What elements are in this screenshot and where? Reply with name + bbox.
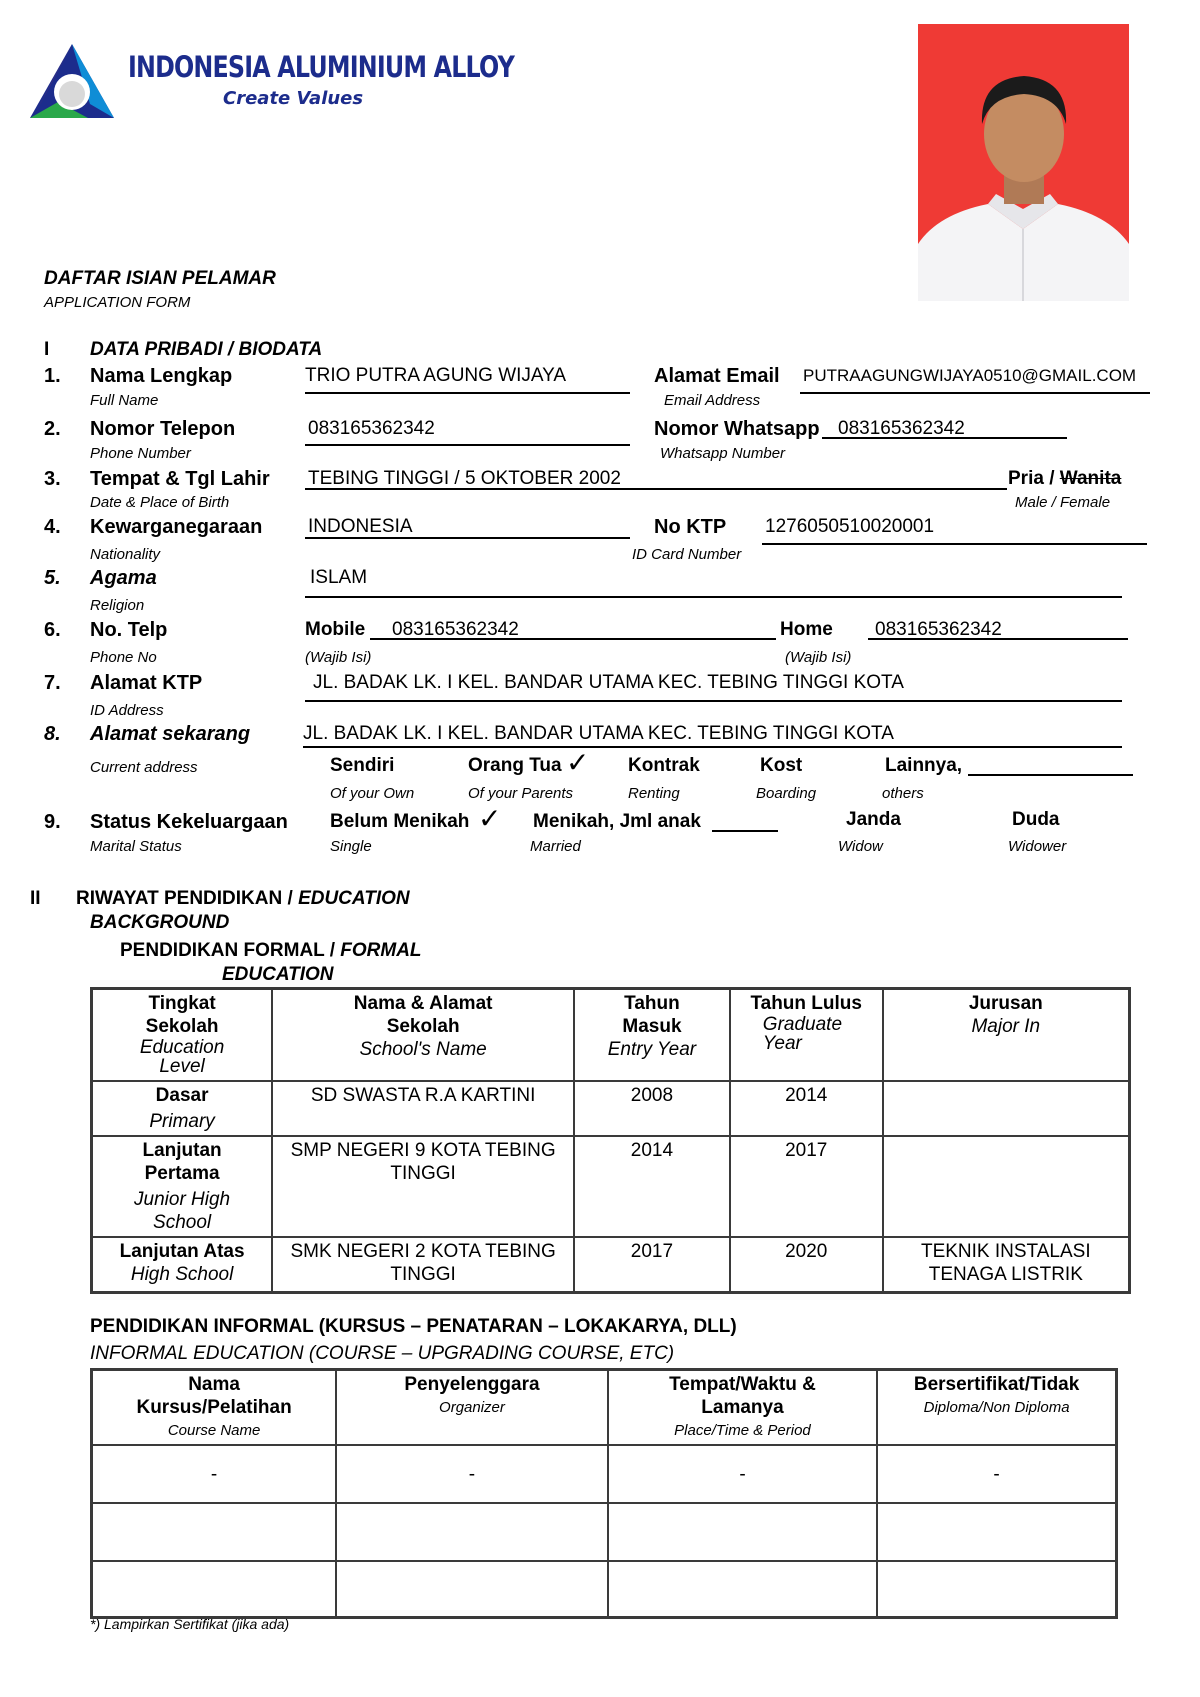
row-number: 4.: [44, 516, 61, 538]
section-2-title-id: RIWAYAT PENDIDIKAN /: [76, 888, 299, 909]
phone-label: Nomor Telepon: [90, 418, 236, 440]
residence-parents-sublabel: Of your Parents: [468, 785, 574, 802]
formal-education-title: [120, 940, 422, 962]
religion-field[interactable]: ISLAM: [310, 567, 368, 588]
home-field[interactable]: 083165362342: [875, 619, 1002, 640]
school-cell[interactable]: SMK NEGERI 2 KOTA TEBING TINGGI: [272, 1237, 574, 1293]
grad-year-cell[interactable]: 2017: [730, 1136, 883, 1237]
mobile-label: Mobile: [305, 619, 366, 640]
grad-year-cell[interactable]: 2020: [730, 1237, 883, 1293]
children-count-field[interactable]: [712, 830, 778, 832]
header-cell-school: Nama & Alamat Sekolah School's Name: [272, 989, 574, 1081]
section-2-title-en: EDUCATION: [298, 888, 410, 909]
table-header-row: [92, 1370, 1117, 1446]
gender-female[interactable]: Wanita: [1059, 468, 1122, 489]
header-cell-place: Tempat/Waktu & Lamanya Place/Time & Period: [608, 1370, 877, 1446]
table-row: [92, 1136, 1130, 1237]
informal-education-table: [90, 1368, 1118, 1619]
table-row: [92, 1503, 1117, 1561]
mobile-field[interactable]: 083165362342: [392, 619, 519, 640]
organizer-cell[interactable]: -: [336, 1445, 608, 1503]
major-cell[interactable]: TEKNIK INSTALASI TENAGA LISTRIK: [883, 1237, 1130, 1293]
course-cell[interactable]: -: [92, 1445, 337, 1503]
logo-tagline: Create Values: [223, 88, 364, 109]
place-cell[interactable]: [608, 1561, 877, 1617]
header-cell-diploma: Bersertifikat/Tidak Diploma/Non Diploma: [877, 1370, 1116, 1446]
header-cell-entry: Tahun Masuk Entry Year: [574, 989, 730, 1081]
mobile-sublabel: (Wajib Isi): [305, 649, 372, 666]
header-cell-course: Nama Kursus/Pelatihan Course Name: [92, 1370, 337, 1446]
table-row: [92, 1237, 1130, 1293]
home-label: Home: [780, 619, 833, 640]
phone-field[interactable]: 083165362342: [308, 418, 435, 439]
marital-status-label: Status Kekeluargaan: [90, 811, 288, 833]
place-cell[interactable]: -: [608, 1445, 877, 1503]
residence-parents-option[interactable]: Orang Tua: [468, 755, 562, 776]
ktp-field[interactable]: 1276050510020001: [765, 516, 935, 537]
residence-rent-sublabel: Renting: [628, 785, 680, 802]
diploma-cell[interactable]: -: [877, 1445, 1116, 1503]
entry-year-cell[interactable]: 2014: [574, 1136, 730, 1237]
status-widow-option[interactable]: Janda: [846, 809, 901, 830]
person-photo-icon: [918, 24, 1129, 301]
gender-sublabel: Male / Female: [1015, 494, 1111, 511]
status-married-sublabel: Married: [530, 838, 581, 855]
row-number: 1.: [44, 365, 61, 387]
header-cell-grad: Tahun Lulus Graduate Year: [730, 989, 883, 1081]
applicant-photo: [918, 24, 1129, 301]
status-widower-option[interactable]: Duda: [1012, 809, 1060, 830]
whatsapp-label: Nomor Whatsapp: [654, 418, 820, 440]
section-2-title: [76, 888, 410, 910]
status-married-option[interactable]: Menikah, Jml anak: [533, 811, 701, 832]
email-field[interactable]: PUTRAAGUNGWIJAYA0510@GMAIL.COM: [803, 366, 1137, 385]
school-cell[interactable]: SMP NEGERI 9 KOTA TEBING TINGGI: [272, 1136, 574, 1237]
ktp-label: No KTP: [654, 516, 727, 538]
ktp-sublabel: ID Card Number: [632, 546, 742, 563]
residence-own-option[interactable]: Sendiri: [330, 755, 395, 776]
form-subtitle: APPLICATION FORM: [44, 294, 191, 311]
section-2-title-cont: BACKGROUND: [90, 912, 230, 933]
phone-sublabel: Phone Number: [90, 445, 191, 462]
formal-education-title-cont: EDUCATION: [222, 964, 334, 985]
formal-education-title-id: PENDIDIKAN FORMAL /: [120, 940, 341, 961]
nationality-label: Kewarganegaraan: [90, 516, 263, 538]
certificate-footnote: *) Lampirkan Sertifikat (jika ada): [90, 1616, 290, 1632]
grad-year-cell[interactable]: 2014: [730, 1081, 883, 1136]
id-address-sublabel: ID Address: [90, 702, 164, 719]
major-cell[interactable]: [883, 1136, 1130, 1237]
informal-education-title: PENDIDIKAN INFORMAL (KURSUS – PENATARAN – LOKAKARYA, DLL): [90, 1316, 737, 1337]
formal-education-title-en: FORMAL: [340, 940, 422, 961]
residence-rent-option[interactable]: Kontrak: [628, 755, 700, 776]
course-cell[interactable]: [92, 1503, 337, 1561]
row-number: 9.: [44, 811, 61, 833]
row-number: 3.: [44, 468, 61, 490]
header-cell-level: Tingkat Sekolah Education Level: [92, 989, 273, 1081]
status-single-check-icon: ✓: [478, 803, 502, 834]
id-address-field[interactable]: JL. BADAK LK. I KEL. BANDAR UTAMA KEC. TEBING TINGGI KOTA: [313, 672, 904, 693]
table-row: [92, 1561, 1117, 1617]
full-name-field[interactable]: TRIO PUTRA AGUNG WIJAYA: [305, 365, 567, 386]
religion-label: Agama: [90, 567, 157, 589]
status-single-sublabel: Single: [330, 838, 372, 855]
residence-other-sublabel: others: [882, 785, 924, 802]
nationality-sublabel: Nationality: [90, 546, 161, 563]
level-cell: Dasar Primary: [92, 1081, 273, 1136]
section-1-title: DATA PRIBADI / BIODATA: [90, 339, 323, 360]
birth-field[interactable]: TEBING TINGGI / 5 OKTOBER 2002: [308, 468, 621, 489]
form-title: DAFTAR ISIAN PELAMAR: [44, 268, 276, 289]
table-row: [92, 1081, 1130, 1136]
residence-parents-check-icon: ✓: [566, 747, 590, 778]
gender-separator: /: [1049, 468, 1055, 489]
organizer-cell[interactable]: [336, 1503, 608, 1561]
residence-own-sublabel: Of your Own: [330, 785, 415, 802]
phone-no-label: No. Telp: [90, 619, 168, 641]
level-cell: Lanjutan Pertama Junior High School: [92, 1136, 273, 1237]
birth-sublabel: Date & Place of Birth: [90, 494, 230, 511]
place-cell[interactable]: [608, 1503, 877, 1561]
phone-no-sublabel: Phone No: [90, 649, 157, 666]
residence-boarding-option[interactable]: Kost: [760, 755, 803, 776]
header-cell-major: Jurusan Major In: [883, 989, 1130, 1081]
current-address-field[interactable]: JL. BADAK LK. I KEL. BANDAR UTAMA KEC. TEBING TINGGI KOTA: [303, 723, 894, 744]
entry-year-cell[interactable]: 2008: [574, 1081, 730, 1136]
email-label: Alamat Email: [654, 365, 780, 387]
diploma-cell[interactable]: [877, 1561, 1116, 1617]
full-name-label: Nama Lengkap: [90, 365, 233, 387]
gender-selector[interactable]: [1008, 468, 1121, 490]
course-cell[interactable]: [92, 1561, 337, 1617]
logo-triangle-icon: [28, 42, 116, 122]
header-cell-organizer: Penyelenggara Organizer: [336, 1370, 608, 1446]
level-cell: Lanjutan Atas High School: [92, 1237, 273, 1293]
whatsapp-sublabel: Whatsapp Number: [660, 445, 786, 462]
gender-male[interactable]: Pria: [1008, 468, 1044, 489]
religion-sublabel: Religion: [90, 597, 145, 614]
row-number: 5.: [44, 567, 61, 589]
logo-title: INDONESIA ALUMINIUM ALLOY: [128, 50, 514, 84]
organizer-cell[interactable]: [336, 1561, 608, 1617]
residence-other-field[interactable]: [968, 774, 1133, 776]
id-address-label: Alamat KTP: [90, 672, 203, 694]
current-address-label: Alamat sekarang: [90, 723, 251, 745]
status-single-option[interactable]: Belum Menikah: [330, 811, 470, 832]
school-cell[interactable]: SD SWASTA R.A KARTINI: [272, 1081, 574, 1136]
entry-year-cell[interactable]: 2017: [574, 1237, 730, 1293]
diploma-cell[interactable]: [877, 1503, 1116, 1561]
row-number: 2.: [44, 418, 61, 440]
residence-other-option[interactable]: Lainnya,: [885, 755, 963, 776]
row-number: 6.: [44, 619, 61, 641]
row-number: 8.: [44, 723, 61, 745]
table-row: [92, 1445, 1117, 1503]
full-name-sublabel: Full Name: [90, 392, 159, 409]
informal-education-subtitle: INFORMAL EDUCATION (COURSE – UPGRADING COURSE, ETC): [90, 1343, 675, 1364]
section-1-number: I: [44, 339, 50, 360]
nationality-field[interactable]: INDONESIA: [308, 516, 413, 537]
status-widow-sublabel: Widow: [838, 838, 883, 855]
table-header-row: [92, 989, 1130, 1081]
home-sublabel: (Wajib Isi): [785, 649, 852, 666]
section-2-number: II: [30, 888, 41, 909]
birth-label: Tempat & Tgl Lahir: [90, 468, 270, 490]
major-cell[interactable]: [883, 1081, 1130, 1136]
current-address-sublabel: Current address: [90, 759, 198, 776]
whatsapp-field[interactable]: 083165362342: [838, 418, 965, 439]
residence-boarding-sublabel: Boarding: [756, 785, 817, 802]
row-number: 7.: [44, 672, 61, 694]
formal-education-table: [90, 987, 1131, 1294]
status-widower-sublabel: Widower: [1008, 838, 1067, 855]
marital-status-sublabel: Marital Status: [90, 838, 182, 855]
email-sublabel: Email Address: [664, 392, 761, 409]
